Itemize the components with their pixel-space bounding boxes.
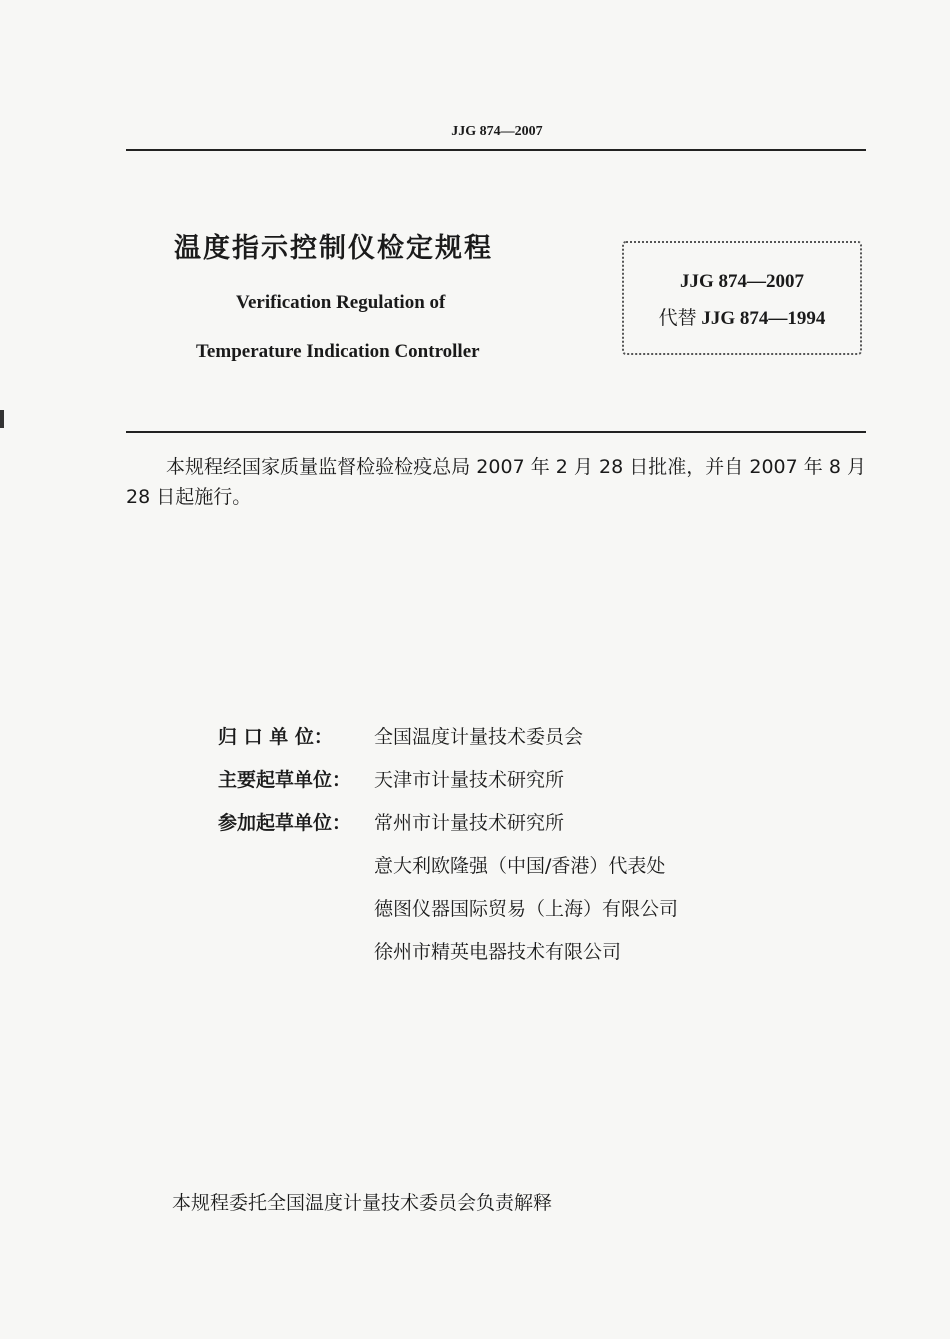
middle-rule <box>126 431 866 433</box>
interpretation-note: 本规程委托全国温度计量技术委员会负责解释 <box>172 1192 553 1214</box>
new-standard-code: JJG 874—2007 <box>679 271 805 292</box>
centralized-unit-value: 全国温度计量技术委员会 <box>374 726 584 748</box>
header-standard-code: JJG 874—2007 <box>451 124 543 139</box>
title-english-line1: Verification Regulation of <box>236 292 446 313</box>
participating-drafter-row <box>218 808 564 838</box>
participating-drafter-row <box>218 894 678 924</box>
title-chinese: 温度指示控制仪检定规程 <box>174 233 493 264</box>
main-drafter-label: 主要起草单位： <box>218 769 352 791</box>
centralized-unit-row <box>218 722 583 752</box>
participating-drafter-value: 意大利欧隆强（中国/香港）代表处 <box>374 855 666 877</box>
replaced-standard-code: JJG 874—1994 <box>701 308 826 329</box>
participating-drafter-value: 常州市计量技术研究所 <box>374 812 565 834</box>
participating-drafter-row <box>218 851 665 881</box>
participating-drafter-row <box>218 937 621 967</box>
main-drafter-value: 天津市计量技术研究所 <box>374 769 565 791</box>
participating-drafter-value: 德图仪器国际贸易（上海）有限公司 <box>374 898 679 920</box>
replaced-standard-line <box>624 303 860 330</box>
centralized-unit-label: 归 口 单 位： <box>218 726 333 748</box>
title-english-line2: Temperature Indication Controller <box>196 341 480 362</box>
standard-code-box <box>622 241 862 355</box>
margin-mark <box>0 410 4 428</box>
main-drafter-row <box>218 765 564 795</box>
top-rule <box>126 149 866 151</box>
replaces-label: 代替 <box>658 307 697 329</box>
approval-statement: 本规程经国家质量监督检验检疫总局 2007 年 2 月 28 日批准，并自 2007 年 8 月 28 日起施行。 <box>126 456 866 508</box>
participating-drafter-label: 参加起草单位： <box>218 812 352 834</box>
participating-drafter-value: 徐州市精英电器技术有限公司 <box>374 941 622 963</box>
